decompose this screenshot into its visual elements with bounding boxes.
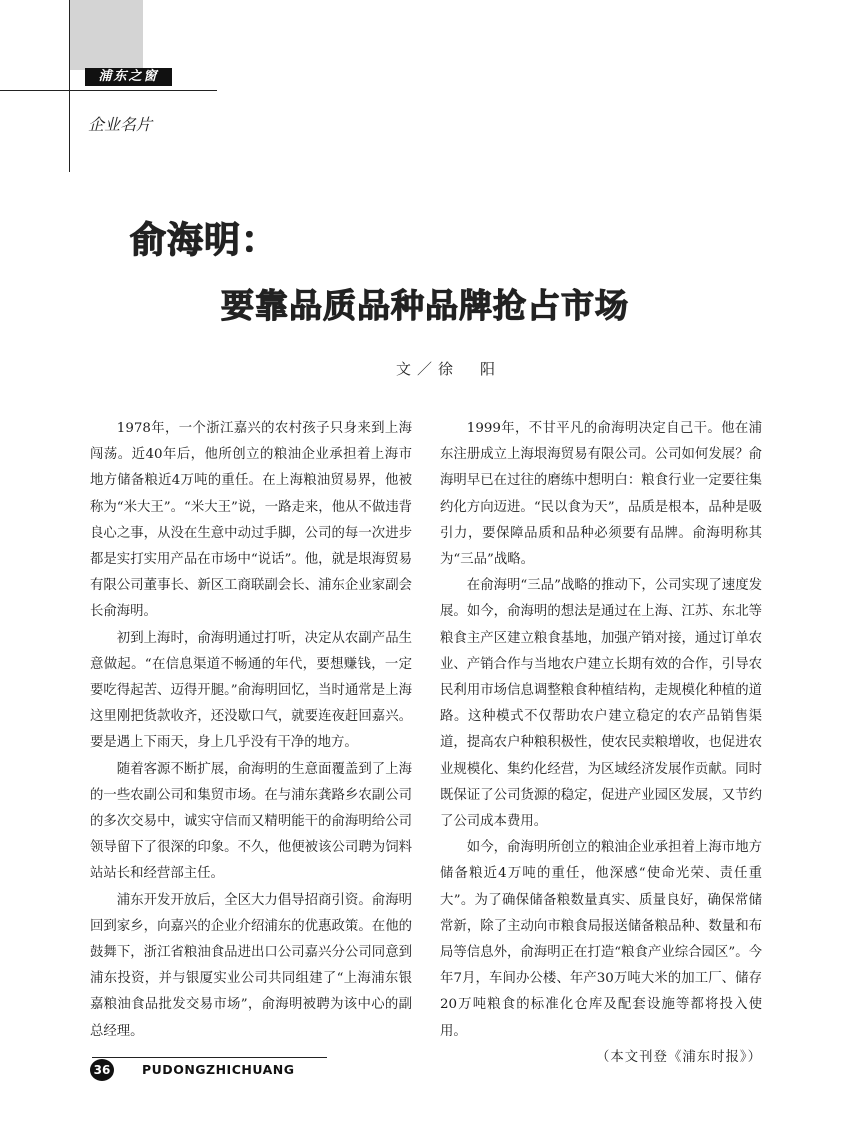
magazine-brand-tag: 浦东之窗 (85, 68, 172, 86)
article-author: 文／徐 阳 (396, 360, 502, 378)
footer-magazine-name: PUDONGZHICHUANG (142, 1062, 295, 1077)
paragraph: 1999年，不甘平凡的俞海明决定自己干。他在浦东注册成立上海垠海贸易有限公司。公司如何发展？俞海明早已在过往的磨练中想明白：粮食行业一定要往集约化方向迈进。“民以食为天”，品质是根本，品种是吸引力，要保障品质和品种必须要有品牌。俞海明称其为“三品”战略。 (440, 421, 762, 568)
article-title-line1: 俞海明： (130, 220, 279, 261)
footer-rule (92, 1057, 327, 1058)
right-column (440, 416, 762, 1071)
header-vertical-rule (69, 0, 70, 172)
header-horizontal-rule (0, 90, 217, 91)
header-corner-block (70, 0, 143, 70)
paragraph: 1978年，一个浙江嘉兴的农村孩子只身来到上海闯荡。近40年后，他所创立的粮油企业承担着上海市地方储备粮近4万吨的重任。在上海粮油贸易界，他被称为“米大王”。“米大王”说，一路走来，他从不做违背良心之事，从没在生意中动过手脚，公司的每一次进步都是实打实用产品在市场中“说话”。他，就是垠海贸易有限公司董事长、新区工商联副会长、浦东企业家副会长俞海明。 (90, 421, 412, 620)
paragraph: 在俞海明“三品”战略的推动下，公司实现了速度发展。如今，俞海明的想法是通过在上海、江苏、东北等粮食主产区建立粮食基地，加强产销对接，通过订单农业、产销合作与当地农户建立长期有效的合作，引导农民利用市场信息调整粮食种植结构，走规模化种植的道路。这种模式不仅帮助农户建立稳定的农产品销售渠道，提高农户种粮积极性，使农民卖粮增收，也促进农业规模化、集约化经营，为区域经济发展作贡献。同时既保证了公司货源的稳定，促进产业园区发展，又节约了公司成本费用。 (440, 578, 762, 830)
left-column (90, 416, 412, 1045)
article-title-line2: 要靠品质品种品牌抢占市场 (221, 286, 629, 325)
section-label: 企业名片 (88, 115, 153, 134)
page-number-badge: 36 (90, 1059, 114, 1081)
paragraph: 初到上海时，俞海明通过打听，决定从农副产品生意做起。“在信息渠道不畅通的年代，要想赚钱，一定要吃得起苦、迈得开腿。”俞海明回忆，当时通常是上海这里刚把货款收齐，还没歇口气，就要连夜赶回嘉兴。要是遇上下雨天，身上几乎没有干净的地方。 (90, 630, 412, 751)
paragraph: 如今，俞海明所创立的粮油企业承担着上海市地方储备粮近4万吨的重任，他深感“使命光荣、责任重大”。为了确保储备粮数量真实、质量良好，确保常储常新，除了主动向市粮食局报送储备粮品种、数量和布局等信息外，俞海明正在打造“粮食产业综合园区”。今年7月，车间办公楼、年产30万吨大米的加工厂、储存20万吨粮食的标准化仓库及配套设施等都将投入使用。 (440, 840, 762, 1039)
paragraph: 浦东开发开放后，全区大力倡导招商引资。俞海明回到家乡，向嘉兴的企业介绍浦东的优惠政策。在他的鼓舞下，浙江省粮油食品进出口公司嘉兴分公司同意到浦东投资，并与银厦实业公司共同组建了“上海浦东银嘉粮油食品批发交易市场”，俞海明被聘为该中心的副总经理。 (90, 892, 412, 1039)
paragraph: 随着客源不断扩展，俞海明的生意面覆盖到了上海的一些农副公司和集贸市场。在与浦东龚路乡农副公司的多次交易中，诚实守信而又精明能干的俞海明给公司领导留下了很深的印象。不久，他便被该公司聘为饲料站站长和经营部主任。 (90, 761, 412, 882)
source-note: （本文刊登《浦东时报》） (596, 1049, 762, 1065)
